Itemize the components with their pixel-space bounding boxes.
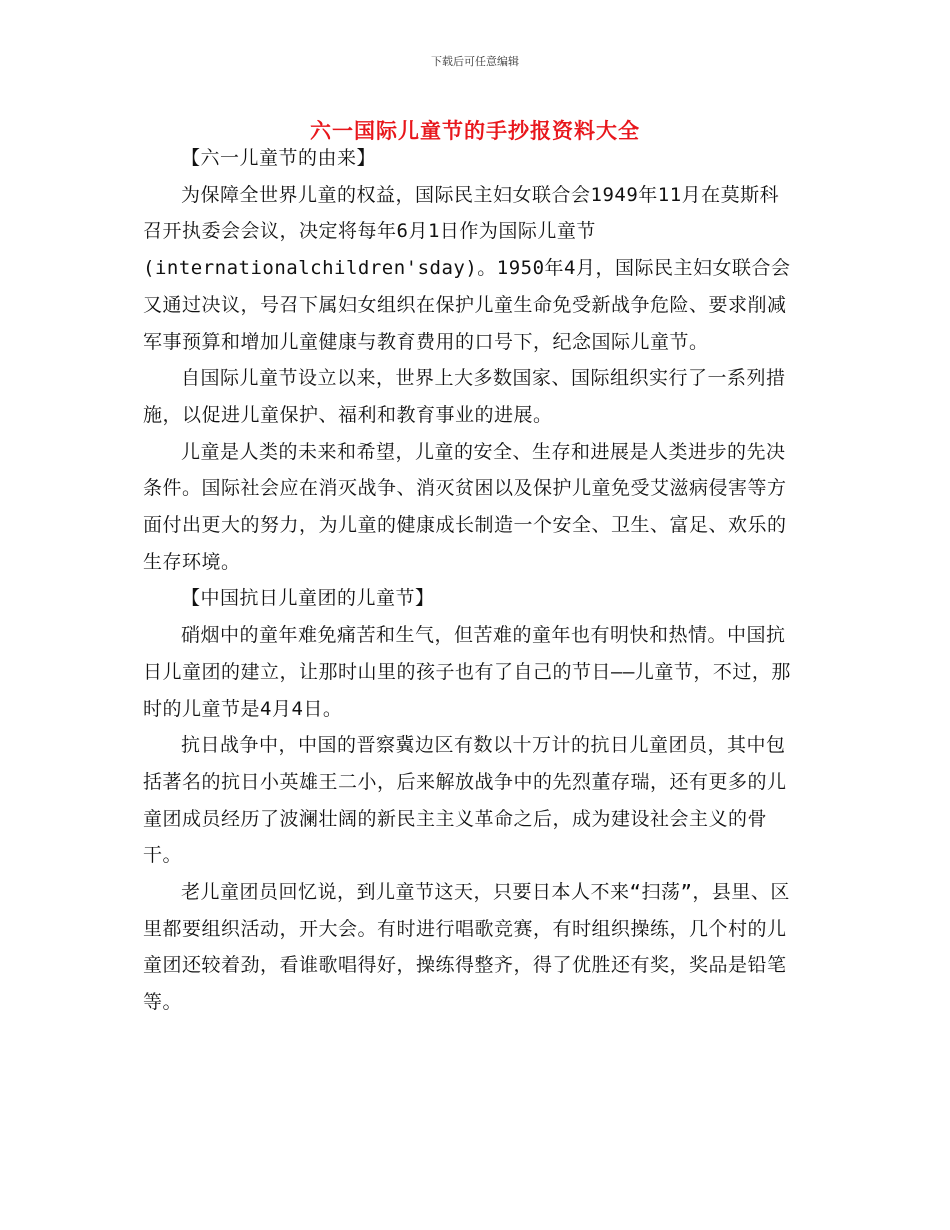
paragraph: 儿童是人类的未来和希望，儿童的安全、生存和进展是人类进步的先决条件。国际社会应在消灭战争、消灭贫困以及保护儿童免受艾滋病侵害等方面付出更大的努力，为儿童的健康成长制造一个安全、卫生、富足、欢乐的生存环境。 <box>143 440 787 573</box>
paragraph: 老儿童团员回忆说，到儿童节这天，只要日本人不来“扫荡”，县里、区里都要组织活动，开大会。有时进行唱歌竞赛，有时组织操练，几个村的儿童团还较着劲，看谁歌唱得好，操练得整齐，得了优胜还有奖，奖品是铅笔等。 <box>143 881 790 1014</box>
paragraph: 硝烟中的童年难免痛苦和生气，但苦难的童年也有明快和热情。中国抗日儿童团的建立，让那时山里的孩子也有了自己的节日——儿童节，不过，那时的儿童节是4月4日。 <box>143 624 791 720</box>
paragraph: 自国际儿童节设立以来，世界上大多数国家、国际组织实行了一系列措施，以促进儿童保护、福利和教育事业的进展。 <box>143 367 786 426</box>
section-heading: 【六一儿童节的由来】 <box>181 147 377 169</box>
paragraph: 为保障全世界儿童的权益，国际民主妇女联合会1949年11月在莫斯科召开执委会会议，决定将每年6月1日作为国际儿童节(internationalchildren'sday)。1950年4月，国际民主妇女联合会又通过决议，号召下属妇女组织在保护儿童生命免受新战争危险、要求削减军事预算和增加儿童健康与教育费用的口号下，纪念国际儿童节。 <box>143 183 791 353</box>
section-heading: 【中国抗日儿童团的儿童节】 <box>181 587 435 610</box>
header-note: 下载后可任意编辑 <box>431 55 519 68</box>
document-body <box>143 140 795 1021</box>
document-title: 六一国际儿童节的手抄报资料大全 <box>310 119 640 143</box>
paragraph: 抗日战争中，中国的晋察冀边区有数以十万计的抗日儿童团员，其中包括著名的抗日小英雄王二小，后来解放战争中的先烈董存瑞，还有更多的儿童团成员经历了波澜壮阔的新民主主义革命之后，成为建设社会主义的骨干。 <box>143 734 787 867</box>
